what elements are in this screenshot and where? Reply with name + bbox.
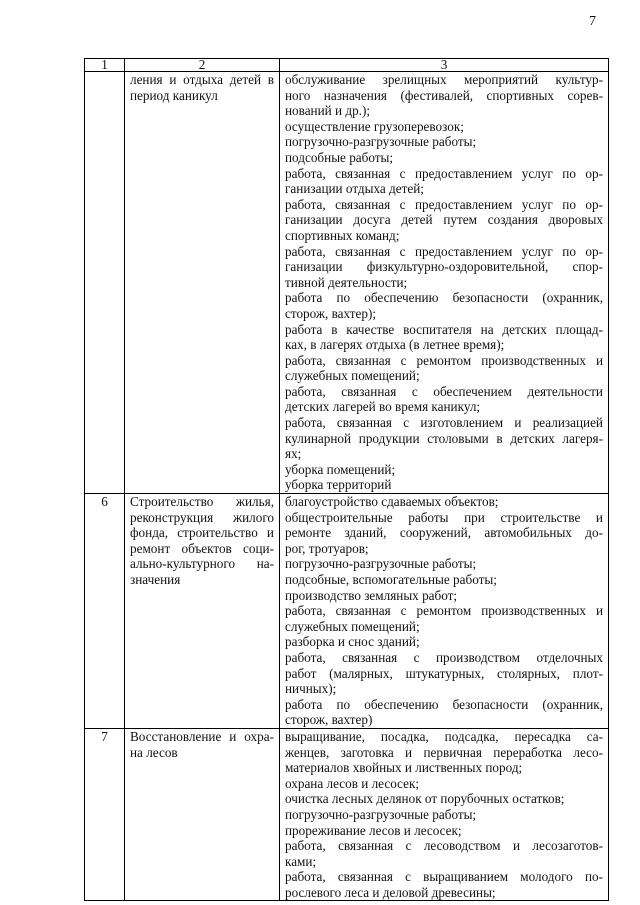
work-item-line: детских лагерей во время каникул; xyxy=(285,399,481,415)
activity-text-line: Восстановление и охра- xyxy=(130,728,274,744)
work-item-line: работа в качестве воспитателя на детских площад- xyxy=(285,321,603,337)
work-item-line: работа по обеспечению безопасности (охранник, xyxy=(285,696,603,712)
activity-text-line: значения xyxy=(130,572,181,587)
column-header-1: 1 xyxy=(85,59,125,72)
work-item-line: женцев, заготовка и первичная переработка лесо- xyxy=(285,744,603,760)
work-item-line: работа, связанная с производством отделочных xyxy=(285,649,603,665)
activity-cell xyxy=(125,494,280,729)
work-item-line: работа, связанная с обеспечением деятельности xyxy=(285,383,603,399)
table-row xyxy=(85,494,609,729)
activity-text-line: фонда, строительство и xyxy=(130,525,274,541)
work-item-line: погрузочно-разгрузочные работы; xyxy=(285,806,477,822)
table-row xyxy=(85,72,609,494)
work-item-line: разборка и снос зданий; xyxy=(285,634,420,650)
work-item-line: рослевого леса и деловой древесины; xyxy=(285,884,496,900)
works-cell xyxy=(280,72,609,494)
activity-text-line: ремонт объектов соци- xyxy=(130,540,274,556)
work-item-line: спортивных команд; xyxy=(285,227,400,243)
row-number-cell xyxy=(85,72,125,494)
work-item-line: работа, связанная с предоставлением услуг по ор- xyxy=(285,196,603,212)
work-item-line: работа, связанная с изготовлением и реализацией xyxy=(285,415,603,431)
table-row xyxy=(85,728,609,901)
work-item-line: ками; xyxy=(285,853,317,869)
activity-text-line: ления и отдыха детей в xyxy=(130,72,274,87)
work-item-line: работа, связанная с предоставлением услуг по ор- xyxy=(285,243,603,259)
work-item-line: общестроительные работы при строительстве и xyxy=(285,509,603,525)
works-cell xyxy=(280,494,609,729)
work-item-line: выращивание, посадка, подсадка, пересадка са- xyxy=(285,728,603,744)
column-header-3: 3 xyxy=(280,59,609,72)
document-table xyxy=(84,58,609,901)
work-item-line: погрузочно-разгрузочные работы; xyxy=(285,556,477,572)
work-item-line: очистка лесных делянок от порубочных остатков; xyxy=(285,791,565,807)
work-item-line: производство земляных работ; xyxy=(285,587,458,603)
row-number-cell: 6 xyxy=(85,494,125,729)
work-item-line: прореживание лесов и лесосек; xyxy=(285,822,462,838)
work-item-line: работа, связанная с ремонтом производственных и xyxy=(285,352,603,368)
work-item-line: уборка территорий xyxy=(285,477,392,493)
work-item-line: рог, тротуаров; xyxy=(285,540,369,556)
work-item-line: ках, в лагерях отдыха (в летнее время); xyxy=(285,337,505,353)
work-item-line: сторож, вахтер) xyxy=(285,712,373,728)
work-item-line: нований и др.); xyxy=(285,103,371,119)
work-item-line: работа, связанная с выращиванием молодого по- xyxy=(285,869,603,885)
work-item-line: подсобные работы; xyxy=(285,149,394,165)
work-item-line: обслуживание зрелищных мероприятий культур- xyxy=(285,72,603,87)
work-item-line: благоустройство сдаваемых объектов; xyxy=(285,494,499,510)
work-item-line: работа по обеспечению безопасности (охранник, xyxy=(285,290,603,306)
work-item-line: ганизации отдыха детей; xyxy=(285,181,424,197)
activity-text-line: на лесов xyxy=(130,744,178,760)
work-item-line: охрана лесов и лесосек; xyxy=(285,775,420,791)
activity-text-line: Строительство жилья, xyxy=(130,494,274,510)
work-item-line: ничных); xyxy=(285,681,337,697)
work-item-line: служебных помещений; xyxy=(285,368,420,384)
work-item-line: подсобные, вспомогательные работы; xyxy=(285,572,497,587)
work-item-line: тивной деятельности; xyxy=(285,274,408,290)
work-item-line: погрузочно-разгрузочные работы; xyxy=(285,134,477,150)
work-item-line: осуществление грузоперевозок; xyxy=(285,118,464,134)
column-header-2: 2 xyxy=(125,59,280,72)
work-item-line: ного назначения (фестивалей, спортивных сорев- xyxy=(285,87,603,103)
row-number-cell: 7 xyxy=(85,728,125,901)
work-item-line: сторож, вахтер); xyxy=(285,305,377,321)
activity-text-line: ально-культурного на- xyxy=(130,556,274,572)
work-item-line: ремонте зданий, сооружений, автомобильных до- xyxy=(285,525,603,541)
work-item-line: работа, связанная с лесоводством и лесозаготов- xyxy=(285,838,603,854)
work-item-line: ганизации физкультурно-оздоровительной, спор- xyxy=(285,259,603,275)
work-item-line: работа, связанная с ремонтом производственных и xyxy=(285,603,603,619)
activity-text-line: реконструкция жилого xyxy=(130,509,274,525)
activity-cell xyxy=(125,72,280,494)
activity-text-line: период каникул xyxy=(130,87,218,103)
work-item-line: работ (малярных, штукатурных, столярных, плот- xyxy=(285,665,603,681)
work-item-line: ганизации досуга детей путем создания дворовых xyxy=(285,212,603,228)
activity-cell xyxy=(125,728,280,901)
work-item-line: материалов хвойных и лиственных пород; xyxy=(285,760,523,776)
work-item-line: работа, связанная с предоставлением услуг по ор- xyxy=(285,165,603,181)
works-cell xyxy=(280,728,609,901)
work-item-line: уборка помещений; xyxy=(285,461,396,477)
page-number: 7 xyxy=(589,14,596,29)
table-header-row xyxy=(85,59,609,72)
work-item-line: служебных помещений; xyxy=(285,618,420,634)
work-item-line: ях; xyxy=(285,446,302,462)
work-item-line: кулинарной продукции столовыми в детских лагеря- xyxy=(285,430,603,446)
